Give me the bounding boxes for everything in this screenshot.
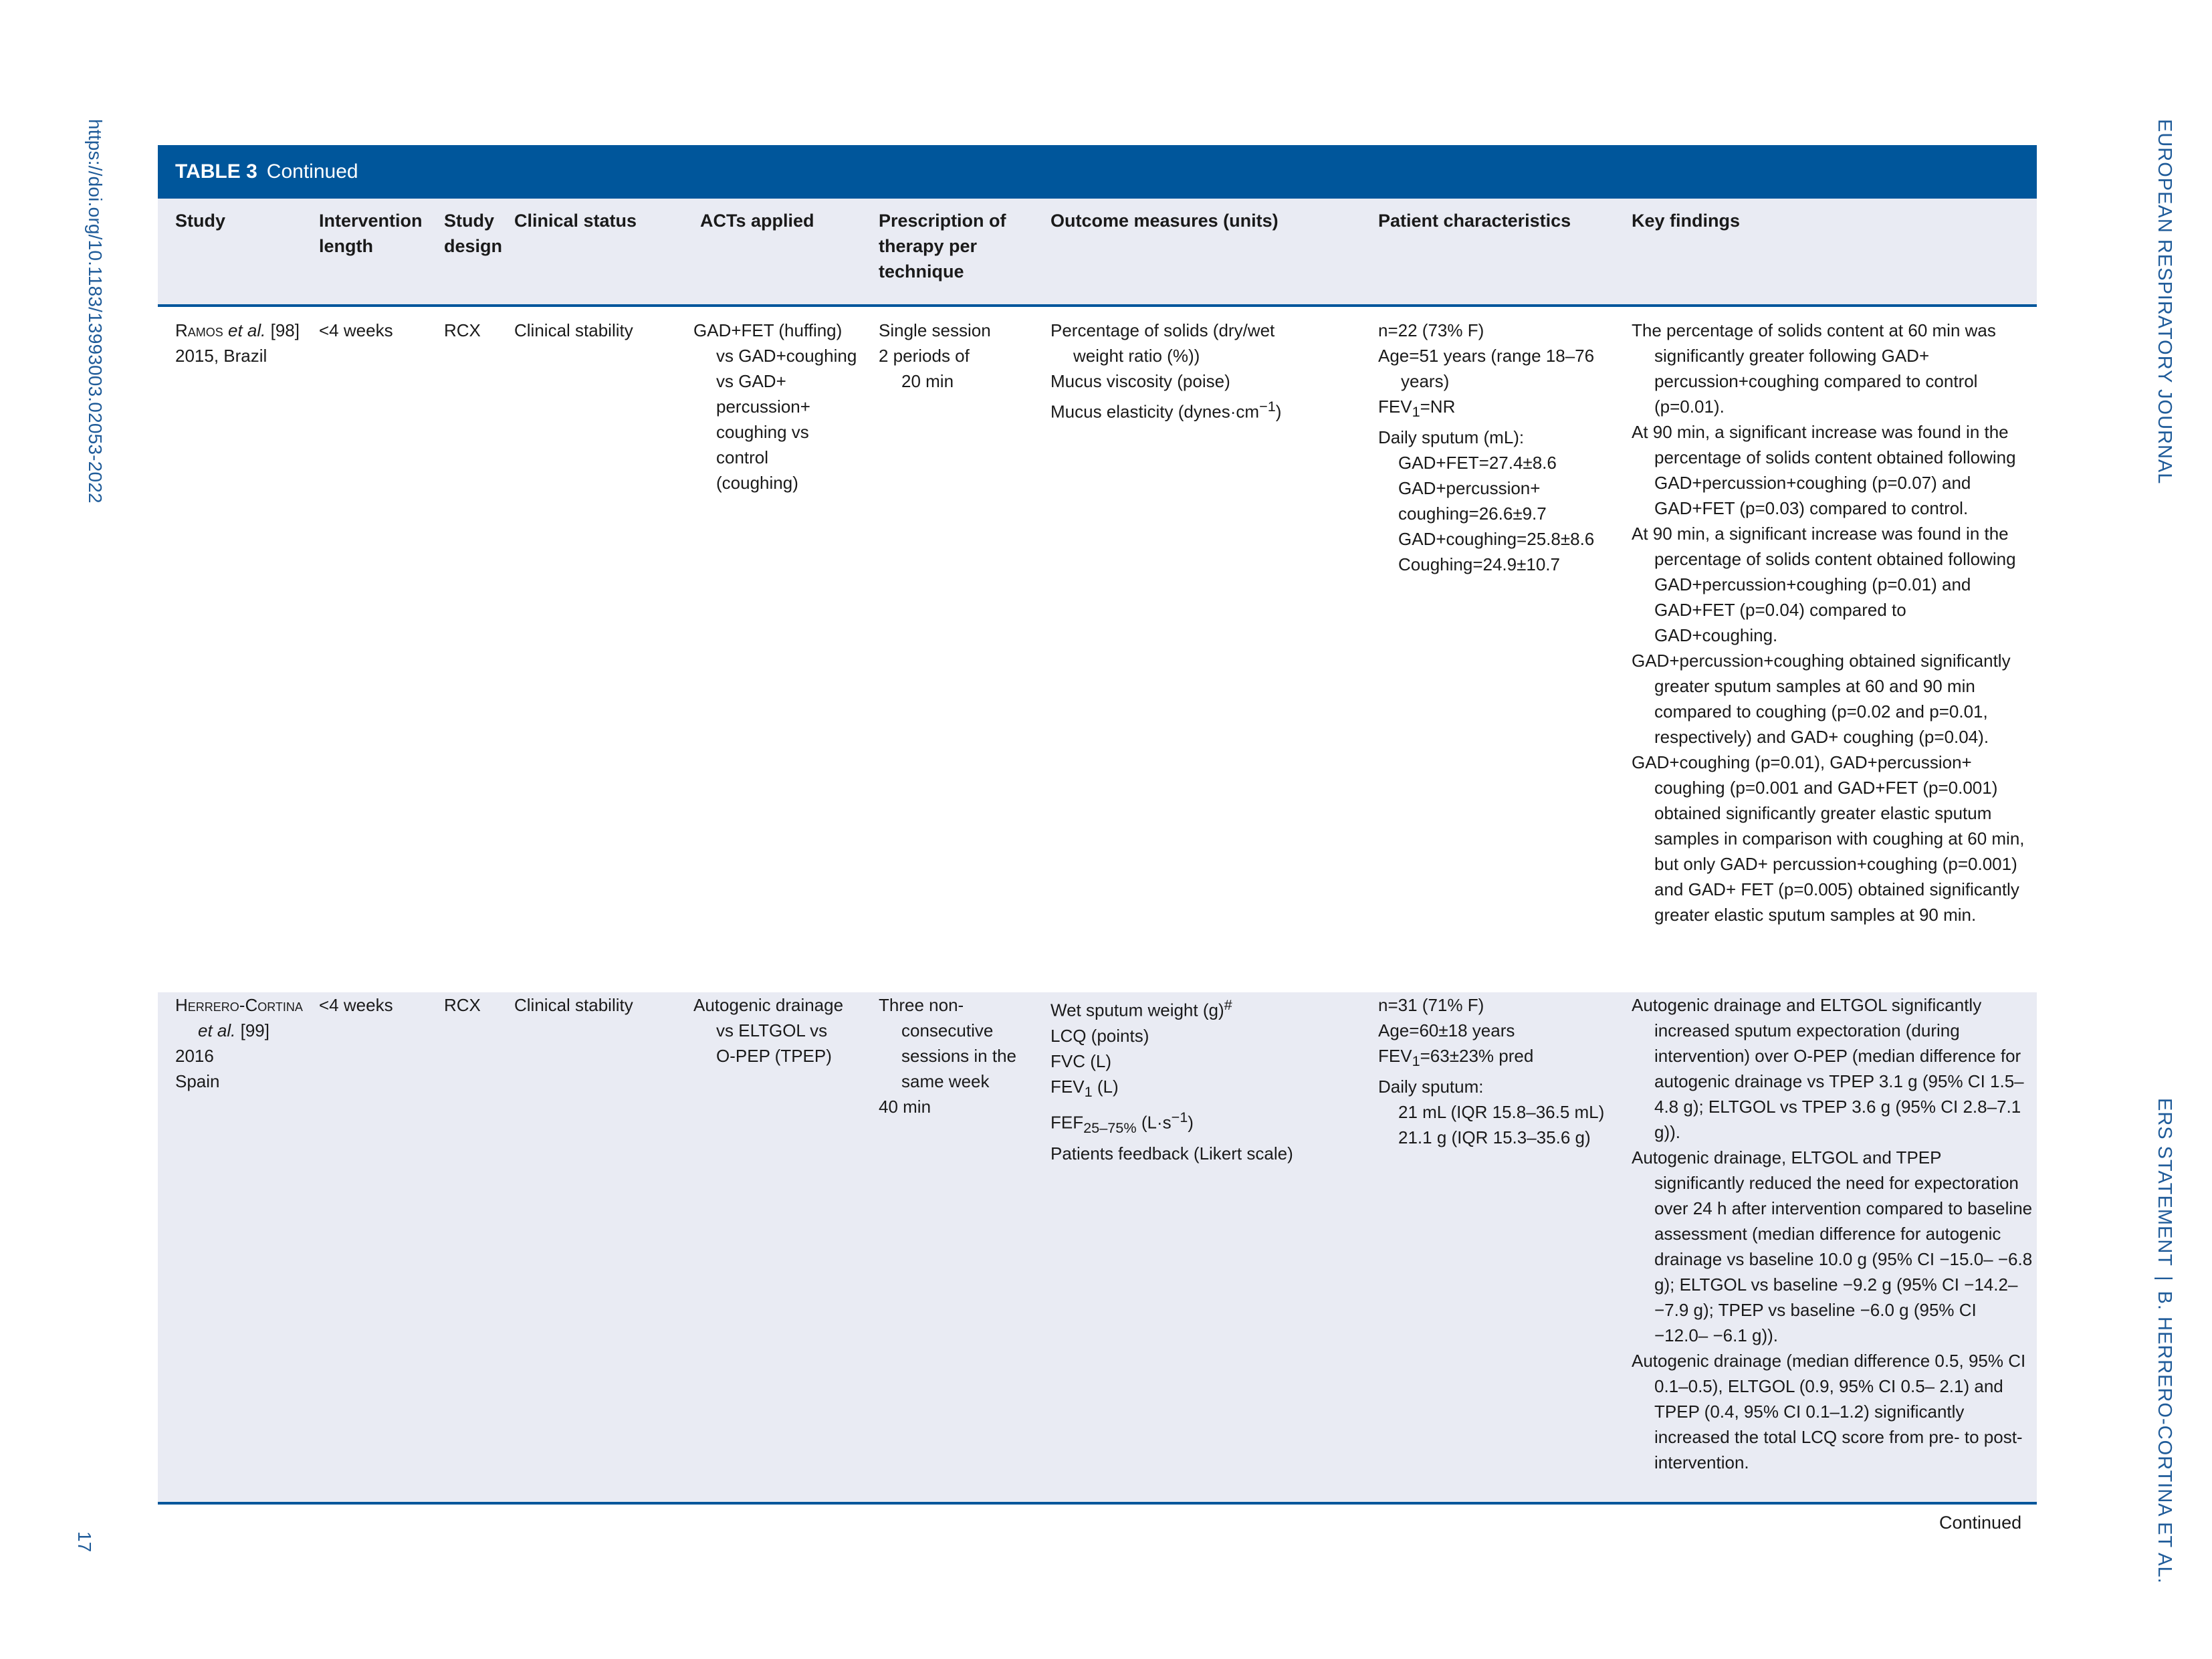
cell-study-design: RCX: [444, 320, 481, 340]
cell-study-design: RCX: [444, 995, 481, 1015]
cell-prescription: Three non- consecutive sessions in the same week 40 min: [879, 995, 1016, 1117]
cell-key-findings: [1632, 992, 2033, 1475]
finding-text: The percentage of solids content at 60 min was significantly greater following GAD+ percussion+coughing compared to control (p=0.01).: [1632, 320, 1996, 417]
cell-intervention-length: <4 weeks: [319, 320, 393, 340]
table-3: [158, 145, 2037, 1505]
cell-outcome-measures: Percentage of solids (dry/wet weight ratio (%)) Mucus viscosity (poise) Mucus elasticity $(dynes\cdot cm^{-1})$: [1050, 320, 1282, 422]
journal-name: EUROPEAN RESPIRATORY JOURNAL: [2154, 119, 2175, 485]
page-number: 17: [74, 1531, 95, 1553]
cell-patient-characteristics: n=31 (71% F) Age=60±18 years $FEV_1=63\pm 23\%$ pred Daily sputum: 21 mL (IQR 15.8–36.5 mL) 21.1 g (IQR 15.3–35.6 g): [1378, 995, 1605, 1148]
cell-intervention-length: <4 weeks: [319, 995, 393, 1015]
finding-text: Autogenic drainage and ELTGOL significantly increased sputum expectoration (during intervention) over O-PEP (median difference for autogenic drainage vs TPEP 3.1 g (95% CI 1.5–4.8 g); ELTGOL vs TPEP 3.6 g (95% CI 2.8–7.1 g)).: [1632, 995, 2024, 1142]
cell-key-findings: [1632, 318, 2033, 927]
table-header-row: [158, 199, 2037, 307]
finding-text: At 90 min, a significant increase was found in the percentage of solids content obtained following GAD+percussion+coughing (p=0.01) and GAD+FET (p=0.04) compared to GAD+coughing.: [1632, 524, 2016, 645]
table-row: [158, 992, 2037, 1505]
finding-text: Autogenic drainage, ELTGOL and TPEP significantly reduced the need for expectoration over 24 h after intervention compared to baseline assessment (median difference for autogenic drainage vs baseline 10.0 g (95% CI −15.0– −6.8 g); ELTGOL vs baseline −9.2 g (95% CI −14.2– −7.9 g); TPEP vs baseline −6.0 g (95% CI −12.0– −6.1 g)).: [1632, 1147, 2033, 1345]
header-prescription: Prescription of therapy per technique: [879, 211, 1006, 282]
section-name: ERS STATEMENT: [2154, 1098, 2175, 1266]
cell-outcome-measures: Wet sputum weight (g)# LCQ (points) FVC (L) $FEV_1$ (L) $FEF_{25-75\%}$ $(L\cdot s^{-1})$ Patients feedback (Likert scale): [1050, 996, 1293, 1164]
cell-prescription: Single session 2 periods of 20 min: [879, 320, 991, 391]
header-patient-characteristics: Patient characteristics: [1378, 211, 1571, 231]
finding-text: At 90 min, a significant increase was found in the percentage of solids content obtained following GAD+percussion+coughing (p=0.07) and GAD+FET (p=0.03) compared to control.: [1632, 422, 2016, 518]
cell-clinical-status: Clinical stability: [514, 320, 633, 340]
table-label: TABLE 3: [175, 160, 257, 183]
cell-acts-applied: Autogenic drainage vs ELTGOL vs O-PEP (TPEP): [693, 995, 844, 1066]
running-header: [2153, 1098, 2175, 1584]
table-continued-note: Continued: [1939, 1513, 2022, 1533]
header-key-findings: Key findings: [1632, 211, 1741, 231]
cell-patient-characteristics: n=22 (73% F) Age=51 years (range 18–76 years) $FEV_1=NR$ Daily sputum (mL): GAD+FET=27.4±8.6 GAD+percussion+ coughing=26.6±9.7 GAD+coughing=25.8±8.6 Coughing=24.9±10.7: [1378, 320, 1595, 575]
cell-acts-applied: GAD+FET (huffing) vs GAD+coughing vs GAD+ percussion+ coughing vs control (coughing): [693, 320, 857, 493]
cell-study: Ramos et al. [98] 2015, Brazil: [175, 320, 300, 366]
table-caption: Continued: [266, 160, 358, 183]
header-outcome-measures: Outcome measures (units): [1050, 211, 1279, 231]
finding-text: GAD+coughing (p=0.01), GAD+percussion+ coughing (p=0.001 and GAD+FET (p=0.001) obtained significantly greater elastic sputum samples in comparison with coughing at 60 min, but only GAD+ percussion+coughing (p=0.001) and GAD+ FET (p=0.005) obtained significantly greater elastic sputum samples at 90 min.: [1632, 752, 2025, 925]
finding-text: Autogenic drainage (median difference 0.5, 95% CI 0.1–0.5), ELTGOL (0.9, 95% CI 0.5– 2.1) and TPEP (0.4, 95% CI 0.1–1.2) significantly increased the total LCQ score from pre- to post-intervention.: [1632, 1351, 2026, 1472]
header-separator: |: [2154, 1276, 2175, 1282]
finding-text: GAD+percussion+coughing obtained significantly greater sputum samples at 60 and 90 min compared to coughing (p=0.02 and p=0.01, respectively) and GAD+ coughing (p=0.04).: [1632, 651, 2011, 747]
header-intervention-length: Intervention length: [319, 211, 423, 256]
cell-study: Herrero-Cortina et al. [99] 2016 Spain: [175, 995, 303, 1091]
table-title-bar: [158, 145, 2037, 199]
cell-clinical-status: Clinical stability: [514, 995, 633, 1015]
author-names: B. HERRERO-CORTINA ET AL.: [2154, 1291, 2175, 1584]
header-acts-applied: ACTs applied: [700, 211, 814, 231]
header-study: Study: [175, 211, 226, 231]
header-study-design: Study design: [444, 211, 503, 256]
table-row: [158, 307, 2037, 992]
doi-link[interactable]: https://doi.org/10.1183/13993003.02053-2022: [85, 119, 106, 504]
header-clinical-status: Clinical status: [514, 211, 637, 231]
